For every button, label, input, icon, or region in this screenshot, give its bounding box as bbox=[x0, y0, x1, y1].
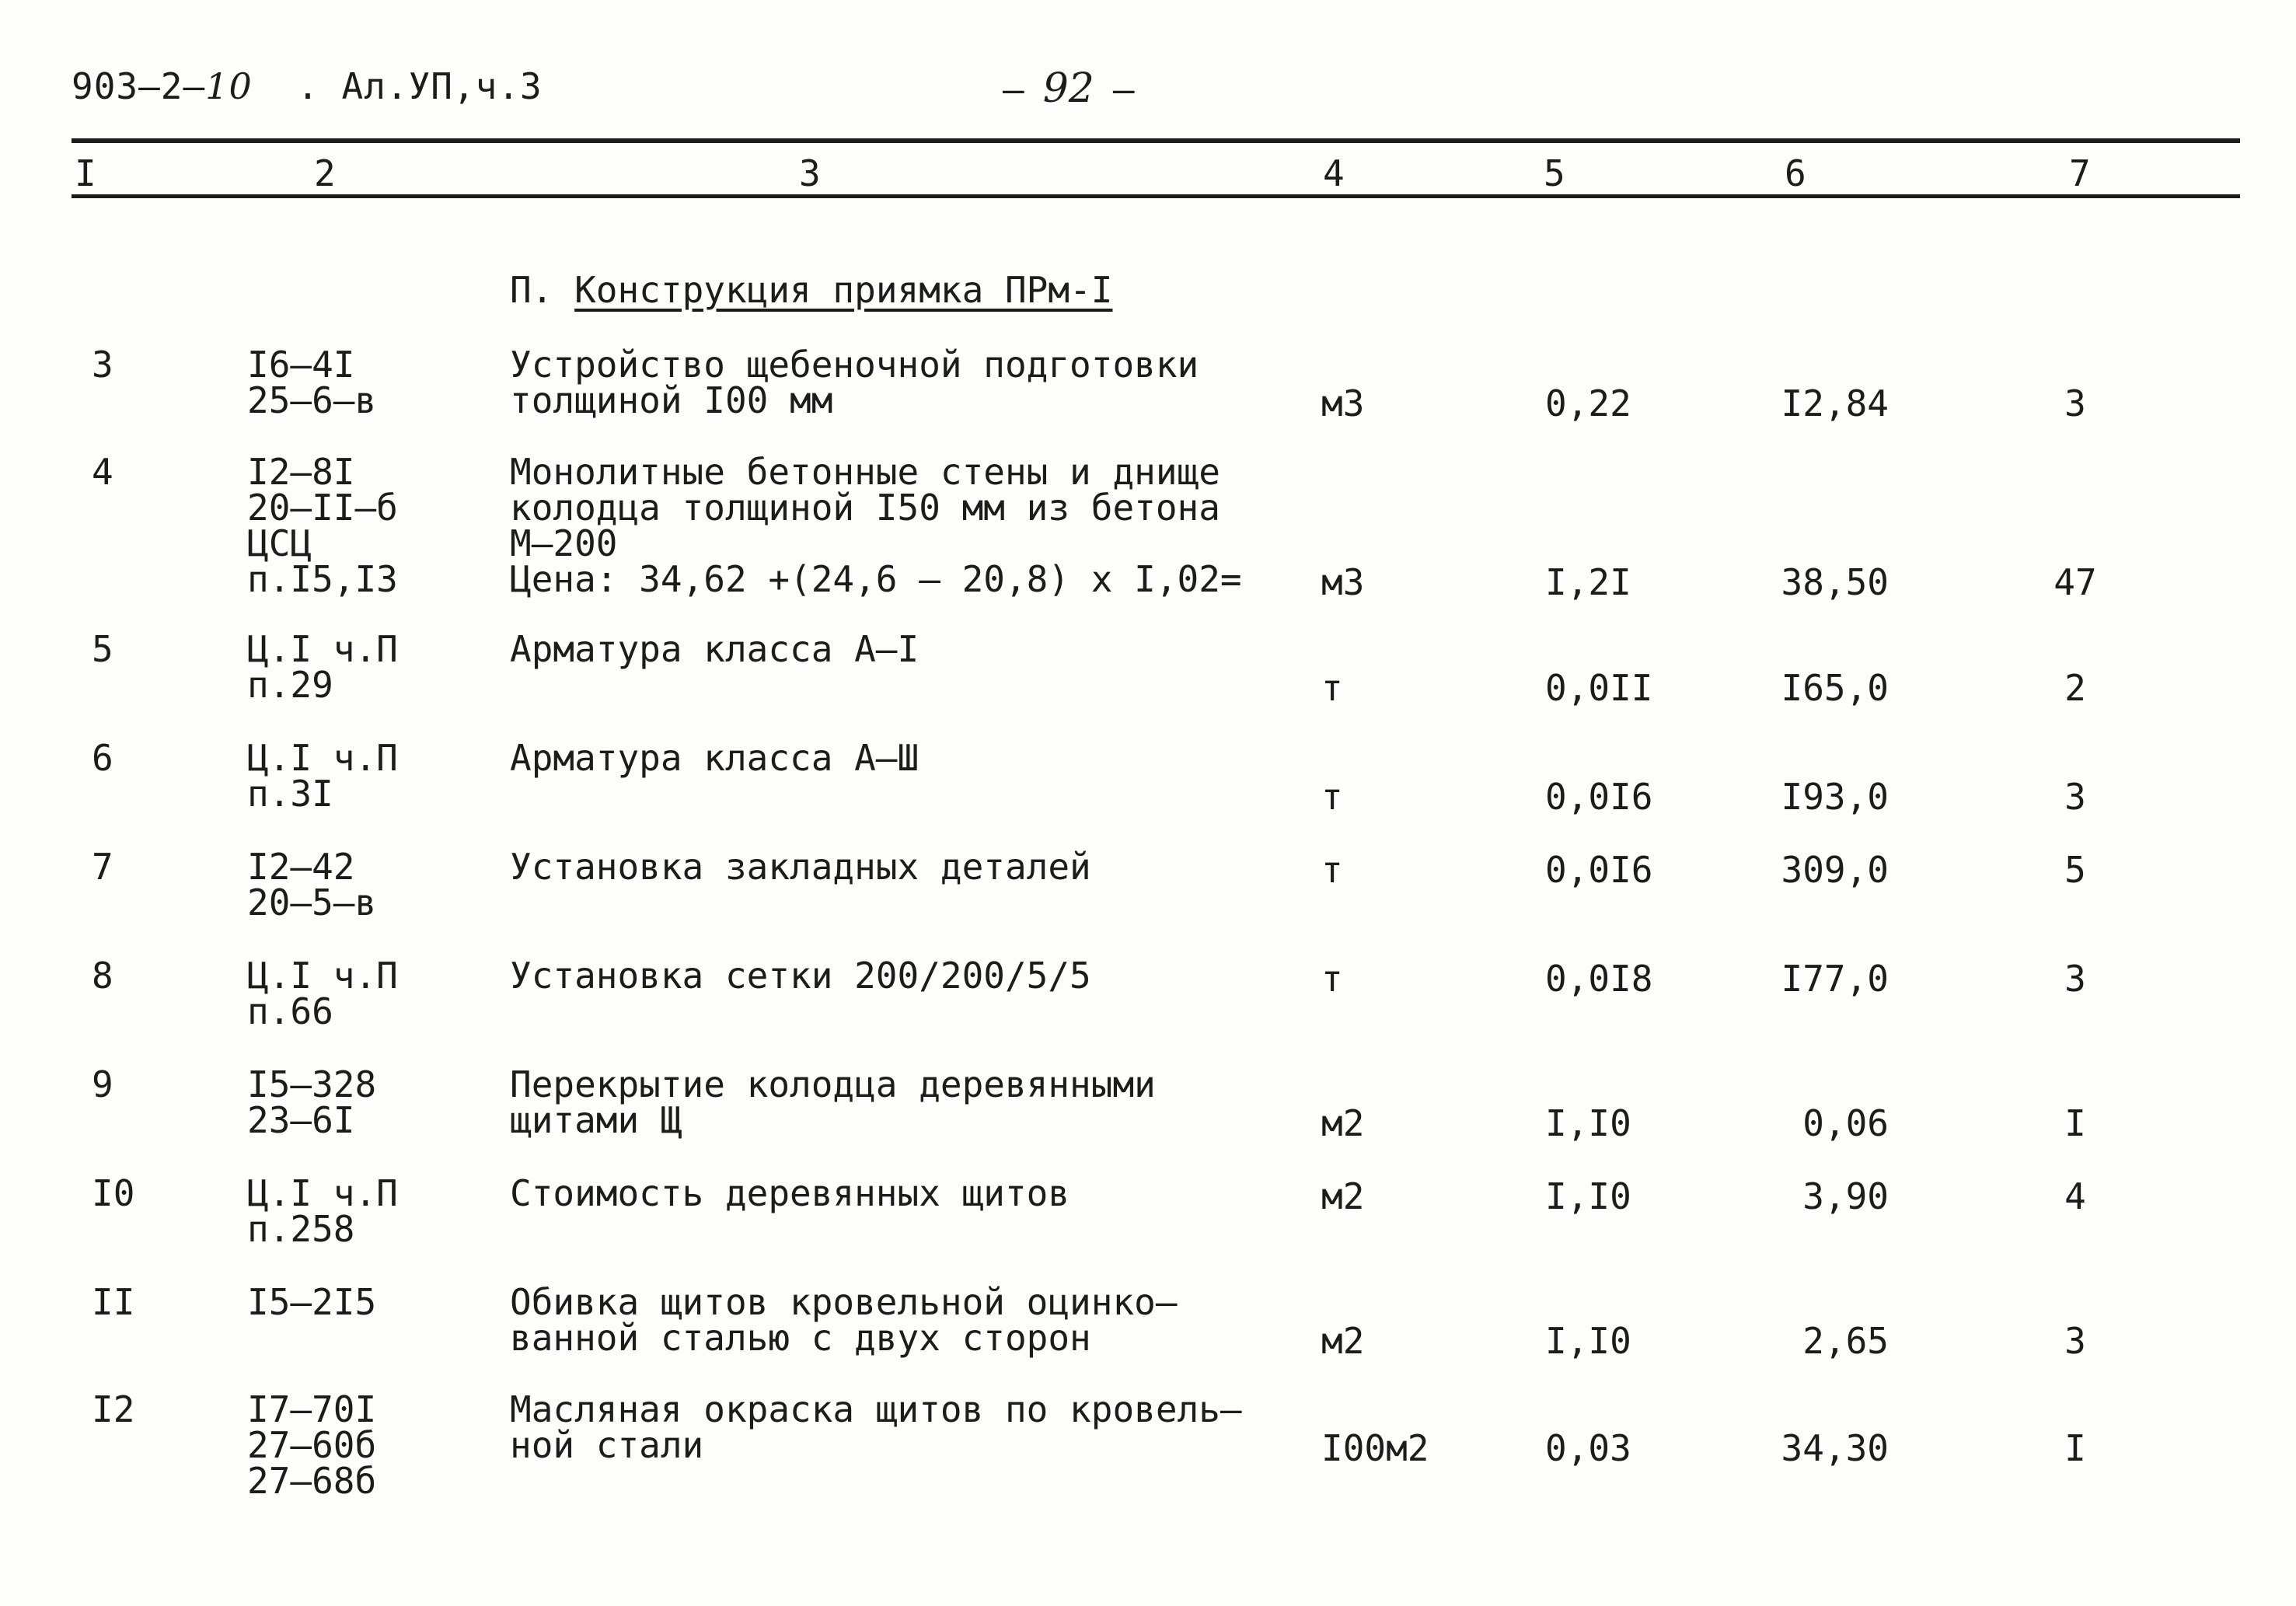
row-code-line: 20–II–б bbox=[247, 487, 398, 529]
row-unit: м3 bbox=[1321, 382, 1365, 424]
row-total: I bbox=[2064, 1102, 2086, 1144]
row-total: 3 bbox=[2064, 958, 2086, 1000]
row-unit: т bbox=[1321, 776, 1343, 818]
row-description-line: Стоимость деревянных щитов bbox=[510, 1172, 1070, 1214]
doc-suffix: . Ал.УП,ч.3 bbox=[252, 65, 543, 107]
row-number: II bbox=[92, 1281, 135, 1323]
row-code-line: I2–42 bbox=[247, 846, 355, 888]
row-number: 5 bbox=[92, 628, 113, 670]
row-quantity: I,I0 bbox=[1545, 1102, 1631, 1144]
row-quantity: 0,0I8 bbox=[1545, 958, 1653, 1000]
row-quantity: I,I0 bbox=[1545, 1175, 1631, 1217]
row-description-line: Арматура класса А–Ш bbox=[510, 737, 919, 779]
row-description-line: Установка закладных деталей bbox=[510, 846, 1091, 888]
document-code bbox=[72, 65, 543, 107]
row-description-line: Арматура класса А–I bbox=[510, 628, 919, 670]
column-number-1: I bbox=[75, 152, 96, 194]
row-unit-price: I65,0 bbox=[1781, 667, 1889, 709]
row-unit-price: 3,90 bbox=[1802, 1175, 1889, 1217]
page-dash-right: – bbox=[1112, 68, 1135, 110]
row-code-line: 27–68б bbox=[247, 1460, 377, 1502]
row-number: 3 bbox=[92, 344, 113, 386]
row-code-line: ЦСЦ bbox=[247, 522, 312, 564]
row-description-line: Устройство щебеночной подготовки bbox=[510, 344, 1199, 386]
row-code-line: Ц.I ч.П bbox=[247, 737, 398, 779]
row-code-line: Ц.I ч.П bbox=[247, 955, 398, 997]
row-description-line: Обивка щитов кровельной оцинко– bbox=[510, 1281, 1178, 1323]
table-top-rule bbox=[72, 138, 2240, 143]
row-code-line: I6–4I bbox=[247, 344, 355, 386]
column-number-7: 7 bbox=[2069, 152, 2091, 194]
row-unit: т bbox=[1321, 667, 1343, 709]
row-number: 8 bbox=[92, 955, 113, 997]
row-description-line: Цена: 34,62 +(24,6 – 20,8) х I,02= bbox=[510, 558, 1242, 600]
row-description-line: щитами Щ bbox=[510, 1099, 682, 1141]
row-number: I2 bbox=[92, 1388, 135, 1430]
row-quantity: 0,0I6 bbox=[1545, 849, 1653, 891]
row-number: 4 bbox=[92, 451, 113, 493]
section-heading bbox=[510, 269, 1112, 311]
row-description-line: колодца толщиной I50 мм из бетона bbox=[510, 487, 1220, 529]
row-code-line: Ц.I ч.П bbox=[247, 628, 398, 670]
row-total: 3 bbox=[2064, 1320, 2086, 1362]
row-description-line: Масляная окраска щитов по кровель– bbox=[510, 1388, 1242, 1430]
row-unit-price: 0,06 bbox=[1802, 1102, 1889, 1144]
row-code-line: I7–70I bbox=[247, 1388, 377, 1430]
section-prefix: П. bbox=[510, 269, 575, 311]
column-number-3: 3 bbox=[799, 152, 821, 194]
page-number: 92 bbox=[1042, 65, 1094, 112]
row-number: 6 bbox=[92, 737, 113, 779]
row-unit-price: 38,50 bbox=[1781, 561, 1889, 603]
row-unit: I00м2 bbox=[1321, 1427, 1429, 1469]
row-total: 3 bbox=[2064, 776, 2086, 818]
page-dash-left: – bbox=[1003, 68, 1024, 110]
row-code-line: п.3I bbox=[247, 773, 333, 815]
column-number-5: 5 bbox=[1544, 152, 1565, 194]
row-description-line: толщиной I00 мм bbox=[510, 379, 833, 421]
row-quantity: 0,03 bbox=[1545, 1427, 1631, 1469]
row-total: 3 bbox=[2064, 382, 2086, 424]
row-quantity: 0,22 bbox=[1545, 382, 1631, 424]
row-code-line: 25–6–в bbox=[247, 379, 377, 421]
table-header-rule bbox=[72, 194, 2240, 198]
row-unit-price: 34,30 bbox=[1781, 1427, 1889, 1469]
row-unit-price: I93,0 bbox=[1781, 776, 1889, 818]
section-title: Конструкция приямка ПРм-I bbox=[574, 269, 1113, 311]
row-unit: м2 bbox=[1321, 1320, 1365, 1362]
row-quantity: 0,0II bbox=[1545, 667, 1653, 709]
row-code-line: I2–8I bbox=[247, 451, 355, 493]
row-code-line: п.258 bbox=[247, 1208, 355, 1250]
doc-prefix: 903–2– bbox=[72, 65, 206, 107]
row-total: 47 bbox=[2053, 561, 2097, 603]
row-total: 2 bbox=[2064, 667, 2086, 709]
page-number-block bbox=[1003, 65, 1135, 112]
row-code-line: п.I5,I3 bbox=[247, 558, 398, 600]
row-code-line: 23–6I bbox=[247, 1099, 355, 1141]
row-description-line: Перекрытие колодца деревянными bbox=[510, 1063, 1156, 1105]
row-code-line: п.29 bbox=[247, 664, 333, 706]
row-total: 5 bbox=[2064, 849, 2086, 891]
row-code-line: 27–60б bbox=[247, 1424, 377, 1466]
row-description-line: Установка сетки 200/200/5/5 bbox=[510, 955, 1091, 997]
row-unit-price: 309,0 bbox=[1781, 849, 1889, 891]
column-number-4: 4 bbox=[1323, 152, 1345, 194]
row-quantity: I,I0 bbox=[1545, 1320, 1631, 1362]
row-code-line: I5–2I5 bbox=[247, 1281, 377, 1323]
row-unit: т bbox=[1321, 849, 1343, 891]
row-total: 4 bbox=[2064, 1175, 2086, 1217]
row-code-line: п.66 bbox=[247, 990, 333, 1032]
row-number: I0 bbox=[92, 1172, 135, 1214]
row-unit-price: 2,65 bbox=[1802, 1320, 1889, 1362]
row-quantity: I,2I bbox=[1545, 561, 1631, 603]
row-unit-price: I2,84 bbox=[1781, 382, 1889, 424]
row-number: 9 bbox=[92, 1063, 113, 1105]
row-unit: м3 bbox=[1321, 561, 1365, 603]
row-unit: м2 bbox=[1321, 1175, 1365, 1217]
row-code-line: Ц.I ч.П bbox=[247, 1172, 398, 1214]
row-unit: м2 bbox=[1321, 1102, 1365, 1144]
row-code-line: 20–5–в bbox=[247, 882, 377, 923]
row-quantity: 0,0I6 bbox=[1545, 776, 1653, 818]
row-code-line: I5–328 bbox=[247, 1063, 377, 1105]
row-total: I bbox=[2064, 1427, 2086, 1469]
row-number: 7 bbox=[92, 846, 113, 888]
row-unit-price: I77,0 bbox=[1781, 958, 1889, 1000]
doc-number: 10 bbox=[205, 65, 253, 107]
row-unit: т bbox=[1321, 958, 1343, 1000]
row-description-line: ванной сталью с двух сторон bbox=[510, 1317, 1091, 1359]
row-description-line: Монолитные бетонные стены и днище bbox=[510, 451, 1220, 493]
column-number-6: 6 bbox=[1785, 152, 1806, 194]
column-number-2: 2 bbox=[314, 152, 336, 194]
row-description-line: ной стали bbox=[510, 1424, 704, 1466]
row-description-line: М–200 bbox=[510, 522, 618, 564]
